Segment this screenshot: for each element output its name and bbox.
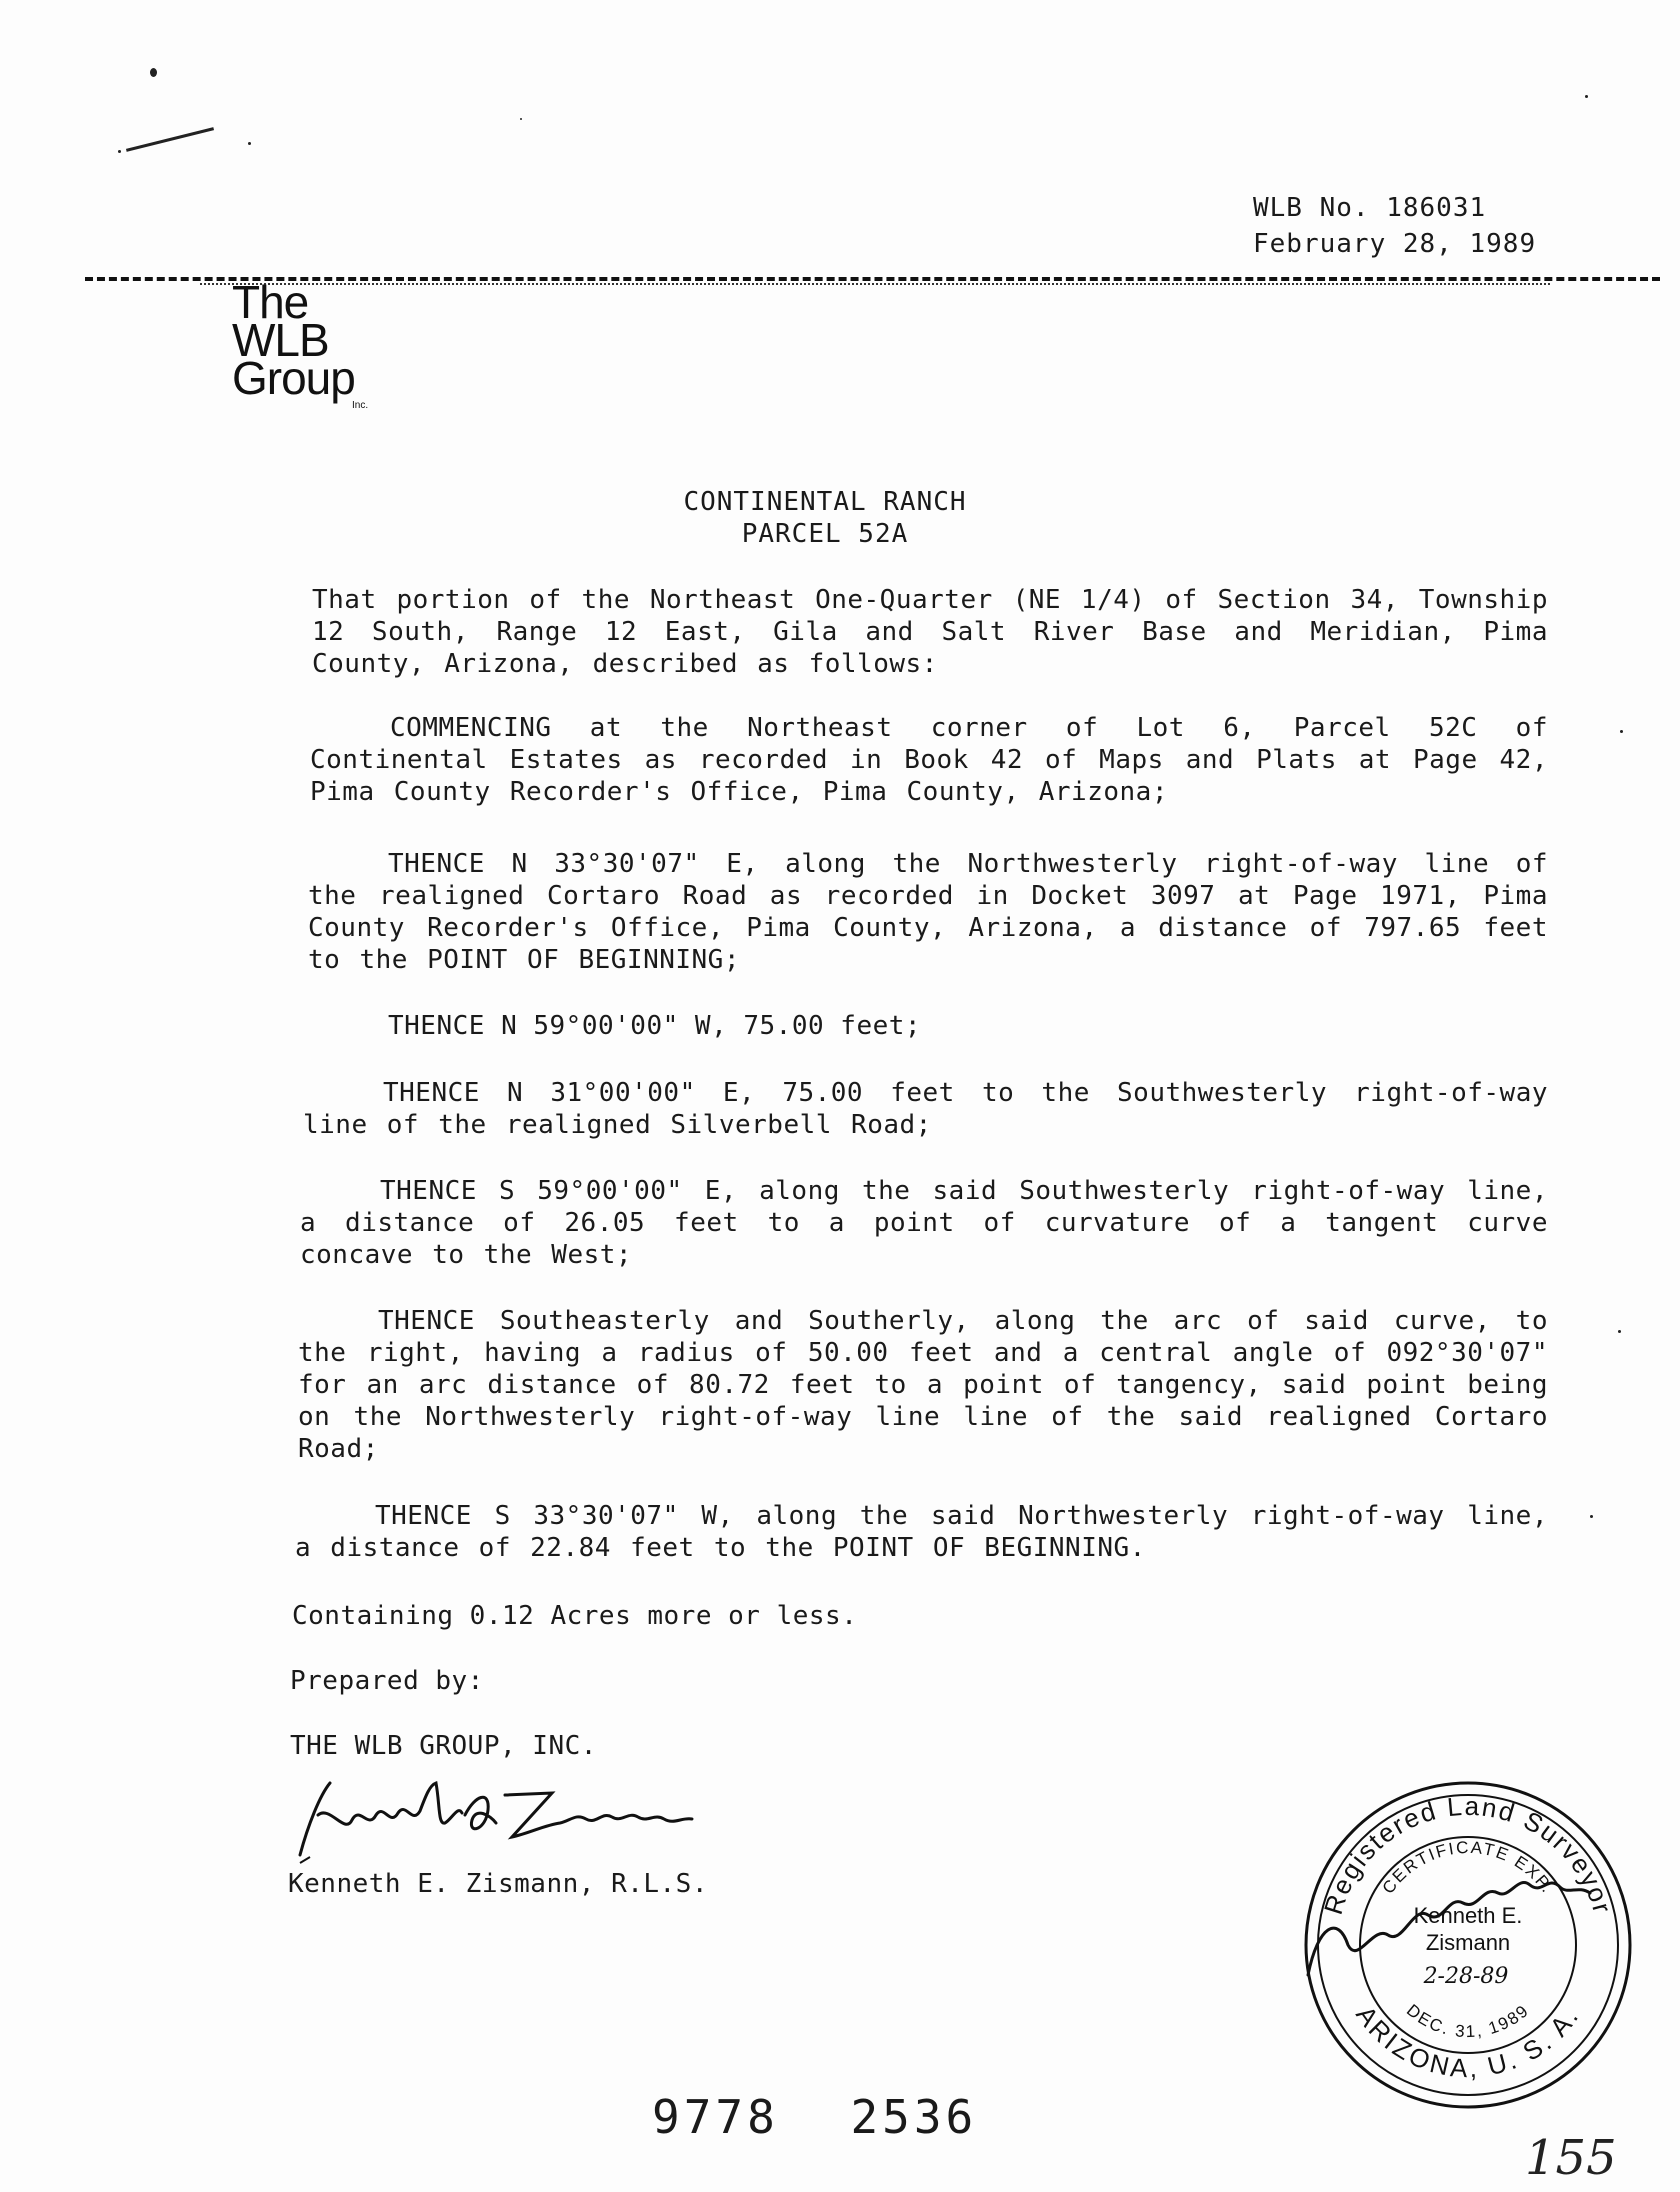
page-number: 155 [1525,2130,1617,2186]
signer-name: Kenneth E. Zismann, R.L.S. [288,1869,708,1899]
company-name: THE WLB GROUP, INC. [290,1731,597,1761]
paragraph-thence-3: THENCE N 31°00'00" E, 75.00 feet to the Southwesterly right-of-way line of the realigned Silverbell Road; [303,1078,1548,1140]
scan-speck [150,68,157,77]
seal-inner-bottom: DEC. 31, 1989 [1402,2000,1534,2042]
logo-line-group: Group [232,352,355,404]
containing-acreage: Containing 0.12 Acres more or less. [292,1601,858,1631]
seal-name-line2: Zismann [1425,1930,1511,1955]
document-subtitle: PARCEL 52A [741,519,909,549]
paragraph-thence-4: THENCE S 59°00'00" E, along the said Southwesterly right-of-way line, a distance of 26.05 feet to a point of curvature of a tangent curve concave to the West; [300,1176,1548,1270]
paragraph-description: That portion of the Northeast One-Quarter (NE 1/4) of Section 34, Township 12 South, Range 12 East, Gila and Salt River Base and Meridian, Pima County, Arizona, described as follows: [312,585,1548,679]
logo-suffix: Inc. [352,400,369,411]
document-title: CONTINENTAL RANCH [683,487,967,517]
paragraph-thence-6: THENCE S 33°30'07" W, along the said Northwesterly right-of-way line, a distance of 22.84 feet to the POINT OF BEGINNING. [295,1501,1548,1563]
company-logo [232,276,369,411]
scan-speck [118,150,121,153]
logo-line-the: The [232,276,309,328]
seal-inner-top: CERTIFICATE EXP. [1378,1837,1558,1898]
seal-name-line1: Kenneth E. [1413,1903,1523,1928]
surveyor-seal [1298,1775,1638,2115]
svg-text:CERTIFICATE EXP. [1379,1838,1558,1898]
seal-outer-top: Registered Land Surveyor [1317,1790,1619,1918]
scan-speck [520,118,522,120]
reference-block [1253,190,1536,262]
scan-speck [1620,730,1623,733]
logo-line-wlb: WLB [232,314,329,366]
paragraph-commencing: COMMENCING at the Northeast corner of Lot 6, Parcel 52C of Continental Estates as recorded in Book 42 of Maps and Plats at Page 42, Pima County Recorder's Office, Pima County, Arizona; [310,713,1548,807]
paragraph-thence-2: THENCE N 59°00'00" W, 75.00 feet; [388,1011,922,1041]
seal-signed-date: 2-28-89 [1423,1964,1509,1989]
scan-speck [248,142,251,145]
prepared-by-label: Prepared by: [290,1666,484,1696]
document-number: 9778 2536 [652,2090,978,2144]
scan-speck [1585,95,1588,98]
svg-text:DEC. 31, 1989 [1403,2000,1533,2041]
header-rule-secondary [200,283,1550,285]
seal-outer-bottom: ARIZONA, U. S. A. [1350,2000,1586,2084]
paragraph-thence-5: THENCE Southeasterly and Southerly, along the arc of said curve, to the right, having a radius of 50.00 feet and a central angle of 092°30'07" for an arc distance of 80.72 feet to a point of tangency, said point being on the Northwesterly right-of-way line line of the said realigned Cortaro Road; [298,1306,1548,1464]
paragraph-thence-1: THENCE N 33°30'07" E, along the Northwesterly right-of-way line of the realigned Cortaro Road as recorded in Docket 3097 at Page 1971, Pima County Recorder's Office, Pima County, Arizona, a distance of 797.65 feet to the POINT OF BEGINNING; [308,849,1548,975]
handwritten-signature [290,1775,710,1865]
scan-stroke [126,127,214,152]
header-rule [85,277,1660,281]
document-date: February 28, 1989 [1253,229,1537,259]
scan-speck [1618,1330,1621,1333]
wlb-number: WLB No. 186031 [1253,193,1487,223]
scan-speck [1590,1515,1593,1518]
